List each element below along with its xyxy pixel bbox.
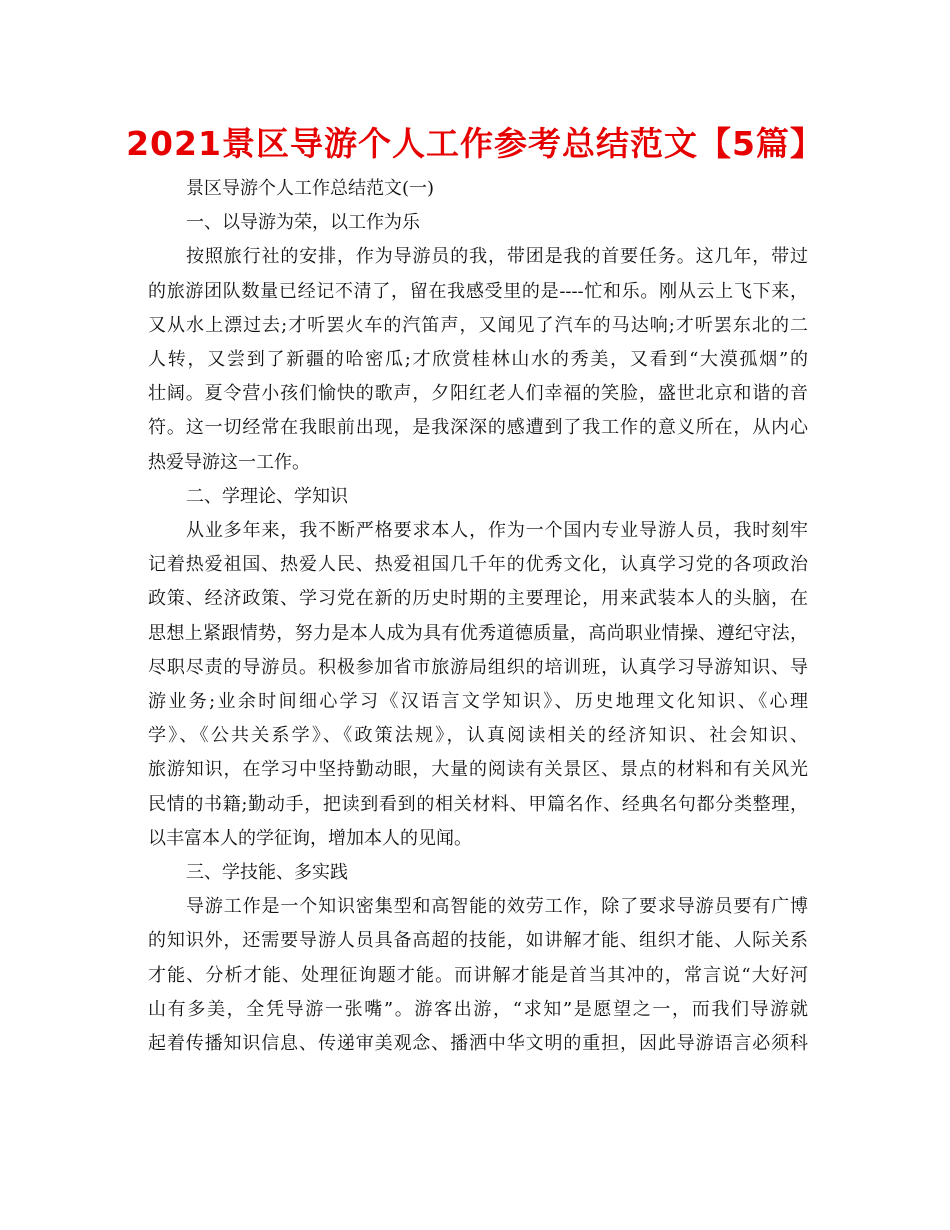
paragraph [148,240,808,479]
text-line: 以丰富本人的学征询，增加本人的见闻。 [148,827,472,849]
text-line: 人转，又尝到了新疆的哈密瓜;才欣赏桂林山水的秀美，又看到“大漠孤烟”的 [148,349,808,371]
text-line: 山有多美，全凭导游一张嘴”。游客出游，“求知”是愿望之一，而我们导游就 [148,998,808,1020]
text-line: 思想上紧跟情势，努力是本人成为具有优秀道德质量，高尚职业情操、遵纪守法， [148,622,808,644]
paragraph [148,514,808,856]
document-body [148,172,808,1061]
text-line: 的知识外，还需要导游人员具备高超的技能，如讲解才能、组织才能、人际关系 [148,930,808,952]
text-line: 按照旅行社的安排，作为导游员的我，带团是我的首要任务。这几年，带过 [186,246,808,268]
text-line: 热爱导游这一工作。 [148,451,310,473]
text-line: 民情的书籍;勤动手，把读到看到的相关材料、甲篇名作、经典名句都分类整理， [148,793,808,815]
text-line: 壮阔。夏令营小孩们愉快的歌声，夕阳红老人们幸福的笑脸，盛世北京和谐的音 [148,383,808,405]
text-line: 尽职尽责的导游员。积极参加省市旅游局组织的培训班，认真学习导游知识、导 [148,656,808,678]
section-heading: 二、学理论、学知识 [186,485,348,507]
text-line: 的旅游团队数量已经记不清了，留在我感受里的是----忙和乐。刚从云上飞下来， [148,280,808,302]
text-line: 从业多年来，我不断严格要求本人，作为一个国内专业导游人员，我时刻牢 [186,520,808,542]
text-line: 学》、《公共关系学》、《政策法规》，认真阅读相关的经济知识、社会知识、 [148,725,808,747]
section-heading: 三、学技能、多实践 [186,862,348,884]
text-line: 政策、经济政策、学习党在新的历史时期的主要理论，用来武装本人的头脑，在 [148,588,808,610]
document-subtitle: 景区导游个人工作总结范文(一) [186,178,435,199]
text-line: 起着传播知识信息、传递审美观念、播洒中华文明的重担，因此导游语言必须科 [148,1033,808,1055]
text-line: 符。这一切经常在我眼前出现，是我深深的感遭到了我工作的意义所在，从内心 [148,417,808,439]
text-line: 记着热爱祖国、热爱人民、热爱祖国几千年的优秀文化，认真学习党的各项政治 [148,554,808,576]
text-line: 旅游知识，在学习中坚持勤动眼，大量的阅读有关景区、景点的材料和有关风光 [148,759,808,781]
document-title: 2021景区导游个人工作参考总结范文【5篇】 [126,124,824,163]
text-line: 又从水上漂过去;才听罢火车的汽笛声，又闻见了汽车的马达响;才听罢东北的二 [148,314,808,336]
paragraph [148,890,808,1061]
section-heading: 一、以导游为荣，以工作为乐 [186,212,420,234]
text-line: 才能、分析才能、处理征询题才能。而讲解才能是首当其冲的，常言说“大好河 [148,964,808,986]
text-line: 导游工作是一个知识密集型和高智能的效劳工作，除了要求导游员要有广博 [186,896,808,918]
text-line: 游业务;业余时间细心学习《汉语言文学知识》、历史地理文化知识、《心理 [148,691,808,713]
